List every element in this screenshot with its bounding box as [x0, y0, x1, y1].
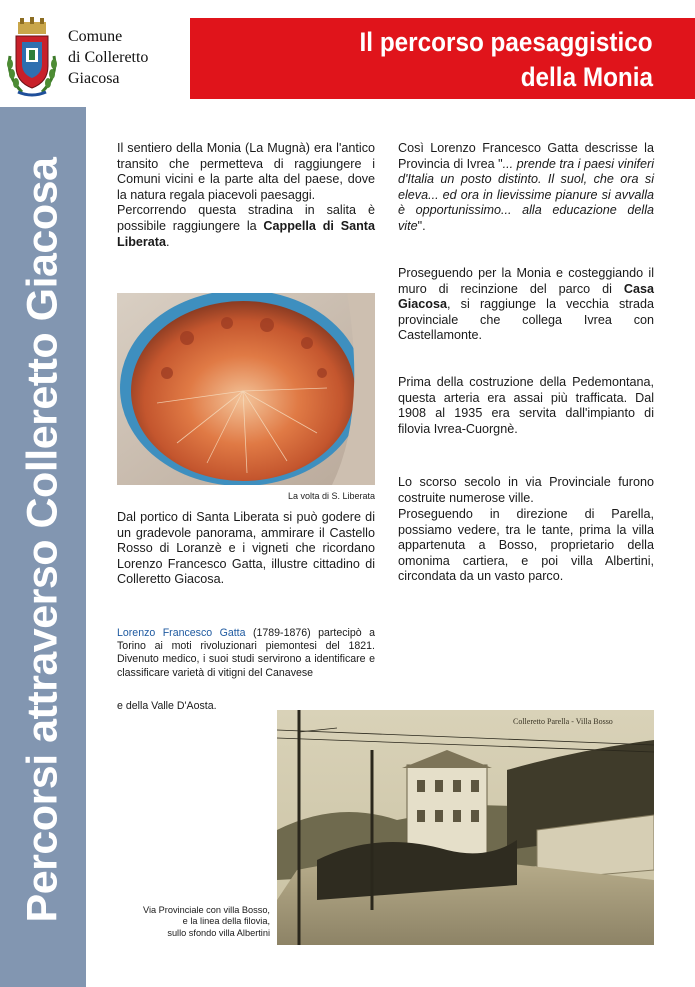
page-title-line-2: della Monia [520, 62, 653, 92]
ville-paragraph: Lo scorso secolo in via Provinciale furono costruite numerose ville. [398, 475, 654, 505]
quote-intro: Così Lorenzo Francesco Gatta descrisse la Provincia di Ivrea " [398, 141, 654, 171]
comune-line-1: Comune [68, 28, 123, 45]
comune-name [68, 26, 148, 89]
parella-paragraph: Proseguendo in direzione di Parella, possiamo vedere, tra le tante, prima la villa appartenuta a Bosso, proprietario della omonima cartiera, e poi villa Albertini, circondata da un vasto parco. [398, 507, 654, 584]
caption2-line-3: sullo sfondo villa Albertini [167, 927, 270, 938]
caption2-line-2: e la linea della filovia, [182, 916, 270, 927]
bio-text: (1789-1876) partecipò a Torino ai moti rivoluzionari piemontesi del 1821. Divenuto medico, i suoi studi servirono a identificare e classificare varietà di vitigni del Canavese [117, 627, 375, 679]
page-title-banner [190, 18, 695, 99]
intro-paragraph: Il sentiero della Monia (La Mugnà) era l'antico transito che permetteva di raggiungere i Comuni vicini e la parte alta del paese, dove la natura regala piacevoli paesaggi. [117, 141, 375, 202]
caption2-line-1: Via Provinciale con villa Bosso, [143, 905, 270, 915]
comune-crest-icon [4, 16, 60, 100]
photo-santa-liberata-vault [117, 293, 375, 485]
quote-end: ". [417, 218, 426, 233]
left-column-intro [117, 141, 375, 250]
postcard-image [277, 710, 654, 945]
photo-caption-vault: La volta di S. Liberata [287, 491, 375, 501]
page-title-line-1: Il percorso paesaggistico [359, 27, 653, 57]
cappella-name: Cappella di Santa Liberata [117, 218, 375, 249]
fresco-vault-image [117, 293, 375, 485]
comune-line-2: di Colleretto [68, 49, 149, 66]
bio-name: Lorenzo Francesco Gatta [117, 627, 246, 639]
gatta-biography [117, 627, 375, 680]
casa-giacosa-paragraph [398, 266, 654, 344]
cappella-paragraph [117, 203, 375, 250]
portico-paragraph: Dal portico di Santa Liberata si può godere di un gradevole panorama, ammirare il Castello Rosso di Loranzè e i vigneti che ricordano Lorenzo Francesco Gatta, illustre cittadino di Colleretto Giacosa. [117, 510, 375, 587]
vertical-series-title: Percorsi attraverso Colleretto Giacosa [18, 157, 67, 923]
pedemontana-paragraph: Prima della costruzione della Pedemontana, questa arteria era assai più trafficata. Dal 1908 al 1935 era servita dall'impianto di filovia Ivrea-Cuorgnè. [398, 375, 654, 436]
bio-end-line: e della Valle D'Aosta. [117, 700, 217, 712]
cappella-end: . [166, 234, 170, 249]
gatta-quote-paragraph [398, 141, 654, 235]
casa-end: , si raggiunge la vecchia strada provinciale che collega Ivrea con Castellamonte. [398, 297, 654, 343]
photo-caption-postcard [100, 905, 270, 939]
casa-giacosa-name: Casa Giacosa [398, 281, 654, 312]
comune-line-3: Giacosa [68, 70, 120, 87]
photo-villa-bosso-postcard [277, 710, 654, 945]
casa-text: Proseguendo per la Monia e costeggiando il muro di recinzione del parco di [398, 266, 654, 296]
postcard-inscription: Colleretto Parella - Villa Bosso [513, 717, 613, 726]
quote-text: ... prende tra i paesi viniferi d'Italia un posto distinto. Il suol, che ora si eleva... ed ora in lievissime pianure si avvalla è opportunissimo... alla educazione della vite [398, 156, 654, 233]
cappella-text: Percorrendo questa stradina in salita è possibile raggiungere la [117, 203, 375, 233]
